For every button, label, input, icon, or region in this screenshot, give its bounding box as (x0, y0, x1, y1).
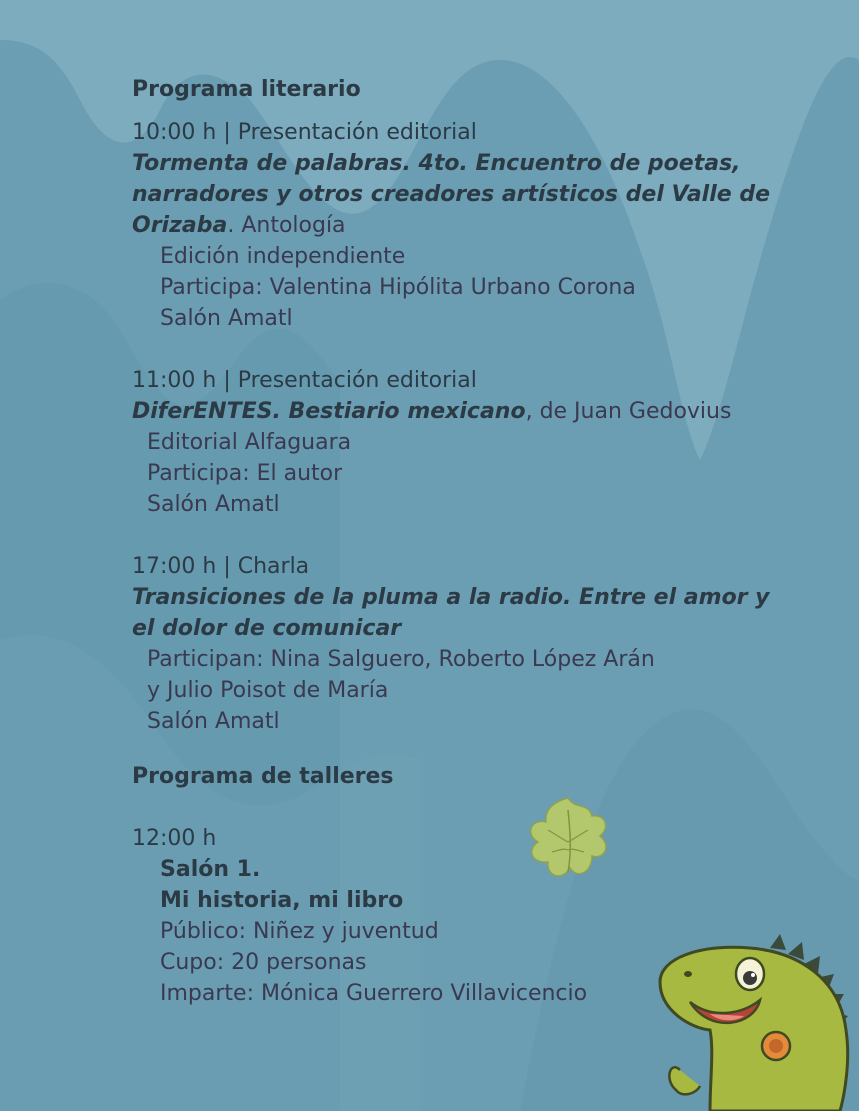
workshop-room: Salón 1. (160, 857, 261, 882)
section-heading-literary: Programa literario (132, 77, 361, 102)
event-2 (132, 365, 772, 520)
event-title (132, 582, 772, 644)
event-time: 17:00 h | Charla (132, 554, 310, 579)
event-time: 11:00 h | Presentación editorial (132, 368, 477, 393)
event-publisher: Edición independiente (160, 244, 406, 269)
event-title-text: Transiciones de la pluma a la radio. Entre el amor y el dolor de comunicar (132, 585, 770, 641)
event-3 (132, 551, 772, 737)
workshop-1 (132, 823, 772, 1009)
workshop-capacity: Cupo: 20 personas (160, 950, 367, 975)
event-participants-cont: y Julio Poisot de María (147, 678, 389, 703)
event-room: Salón Amatl (147, 709, 280, 734)
workshop-audience: Público: Niñez y juventud (160, 919, 439, 944)
event-title-suffix: , de Juan Gedovius (525, 399, 732, 424)
event-publisher: Editorial Alfaguara (147, 430, 352, 455)
workshop-instructor: Imparte: Mónica Guerrero Villavicencio (160, 981, 588, 1006)
event-time: 10:00 h | Presentación editorial (132, 120, 477, 145)
event-title-text: Tormenta de palabras. 4to. Encuentro de poetas, narradores y otros creadores artísticos del Valle de Orizaba (132, 151, 771, 238)
event-participants: Participa: El autor (147, 461, 343, 486)
event-room: Salón Amatl (147, 492, 280, 517)
event-title-suffix: . Antología (227, 213, 346, 238)
section-heading-workshops: Programa de talleres (132, 764, 394, 789)
event-room: Salón Amatl (160, 306, 293, 331)
event-1 (132, 117, 772, 334)
event-title (132, 396, 772, 427)
event-title (132, 148, 772, 241)
workshop-time: 12:00 h (132, 826, 217, 851)
event-participants: Participa: Valentina Hipólita Urbano Corona (160, 275, 636, 300)
program-content (132, 74, 772, 1009)
event-title-text: DiferENTES. Bestiario mexicano (132, 399, 526, 424)
workshop-title: Mi historia, mi libro (160, 888, 404, 913)
event-participants: Participan: Nina Salguero, Roberto López Arán (147, 647, 655, 672)
